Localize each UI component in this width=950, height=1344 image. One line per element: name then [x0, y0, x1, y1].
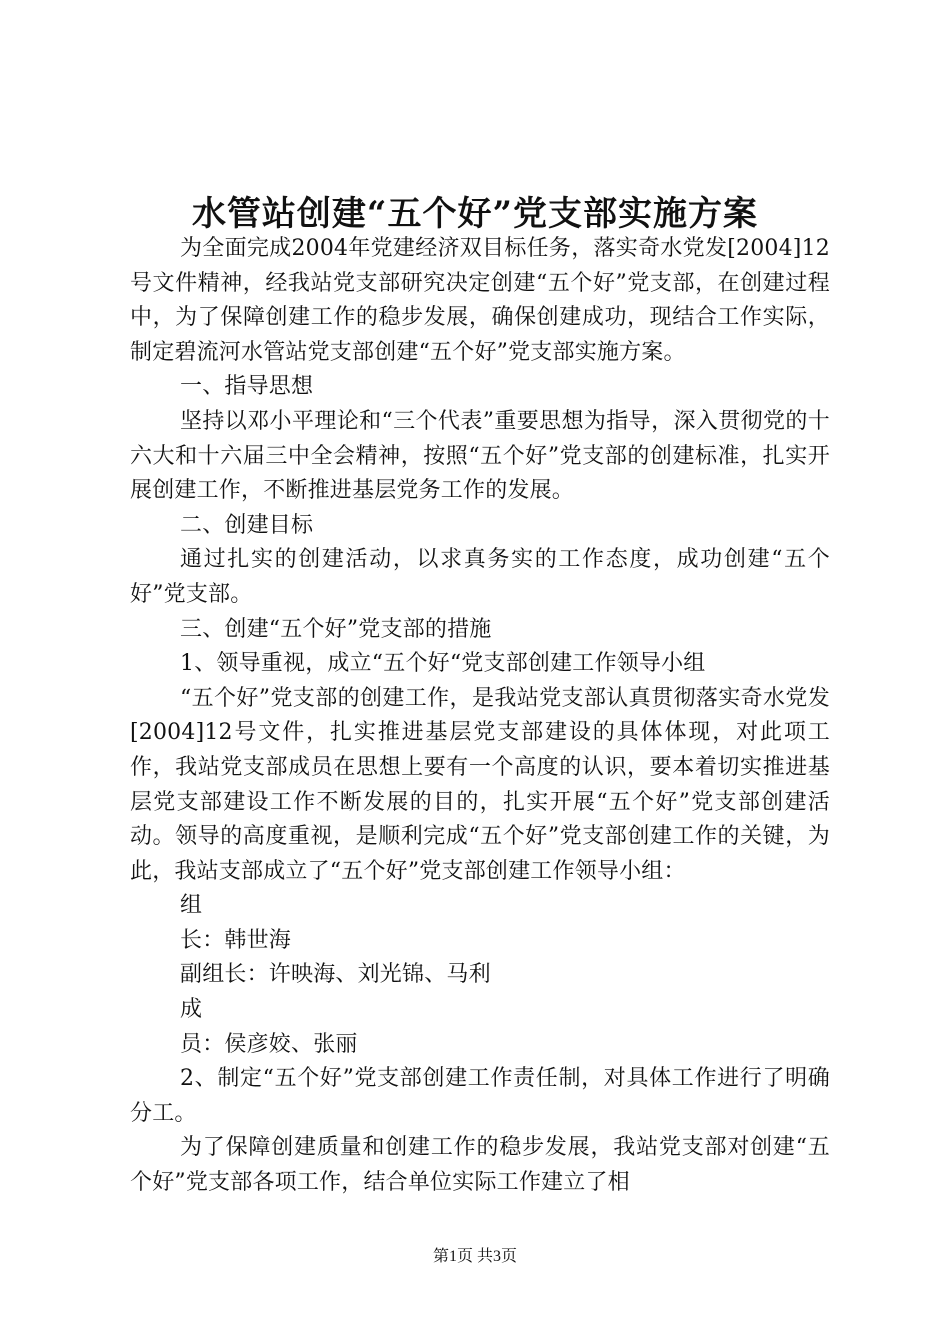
- group-leader-label: 组: [180, 893, 203, 919]
- section-heading-guiding-ideology: 一、指导思想: [180, 374, 314, 400]
- document-title: 水管站创建“五个好”党支部实施方案: [191, 194, 759, 234]
- section-heading-goal: 二、创建目标: [180, 512, 314, 538]
- members-line: 员：侯彦姣、张丽: [180, 1031, 358, 1057]
- measure-2-paragraph: 2、制定“五个好”党支部创建工作责任制，对具体工作进行了明确分工。: [130, 1066, 830, 1126]
- measure-1-heading: 1、领导重视，成立“五个好“党支部创建工作领导小组: [180, 651, 706, 677]
- goal-paragraph: 通过扎实的创建活动，以求真务实的工作态度，成功创建“五个好”党支部。: [130, 547, 830, 607]
- page-footer: 第1页 共3页: [432, 1248, 517, 1265]
- group-leader-line: 长：韩世海: [180, 927, 292, 953]
- members-label: 成: [180, 997, 203, 1023]
- section-heading-measures: 三、创建“五个好”党支部的措施: [180, 616, 492, 642]
- document-body: [130, 232, 830, 1201]
- measure-2-detail-paragraph: 为了保障创建质量和创建工作的稳步发展，我站党支部对创建“五个好”党支部各项工作，结合单位实际工作建立了相: [130, 1135, 830, 1196]
- intro-paragraph: 为全面完成2004年党建经济双目标任务，落实奇水党发[2004]12号文件精神，经我站党支部研究决定创建“五个好”党支部，在创建过程中，为了保障创建工作的稳步发展，确保创建成功，现结合工作实际，制定碧流河水管站党支部创建“五个好”党支部实施方案。: [130, 236, 830, 365]
- deputy-leaders-line: 副组长：许映海、刘光锦、马利: [180, 962, 491, 988]
- measure-1-paragraph: “五个好”党支部的创建工作，是我站党支部认真贯彻落实奇水党发[2004]12号文件，扎实推进基层党支部建设的具体体现，对此项工作，我站党支部成员在思想上要有一个高度的认识，要本着切实推进基层党支部建设工作不断发展的目的，扎实开展“五个好”党支部创建活动。领导的高度重视，是顺利完成“五个好”党支部创建工作的关键，为此，我站支部成立了“五个好”党支部创建工作领导小组：: [130, 685, 830, 884]
- guiding-ideology-paragraph: 坚持以邓小平理论和“三个代表”重要思想为指导，深入贯彻党的十六大和十六届三中全会精神，按照“五个好”党支部的创建标准，扎实开展创建工作，不断推进基层党务工作的发展。: [130, 408, 830, 504]
